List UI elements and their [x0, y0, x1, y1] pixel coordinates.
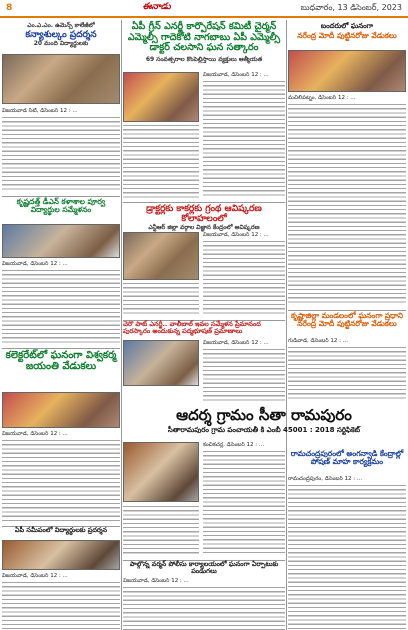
article-body-cont	[123, 283, 199, 316]
article-body: విజయవాడ, డిసెంబర్ 12 : ...	[2, 431, 120, 521]
article-body: విజయవాడ, డిసెంబర్ 12 : ...	[2, 573, 120, 629]
news-photo	[288, 50, 406, 92]
story-headline: కృష్ణదత్త్ డీఎన్ కళాశాల పూర్వ విద్యార్థుల సమ్మేళనం	[16, 197, 106, 215]
article-body: రామచంద్రపురం, డిసెంబర్ 12 : ...	[288, 476, 406, 630]
story-kicker: బందరులో ఘనంగా	[320, 22, 374, 30]
story-headline: కృష్ణాజిల్లా మండలంలో ఘనంగా ప్రధాని నరేంద్ర మోదీ పుట్టినరోజు వేడుకలు	[290, 311, 403, 329]
story-headline: కన్యాశుల్కం ప్రదర్శన	[25, 30, 97, 40]
story-kicker: ఎన్టీఆర్ జిల్లా వర్గాల విజ్ఞాన కేంద్రంలో ఆవిష్కరణ	[148, 224, 260, 232]
article-body-cont	[123, 125, 199, 198]
news-photo	[123, 340, 199, 386]
story-headline: డ్రాక్టర్లకు కాకర్లకు గ్రంథ ఆవిష్కరణ కోలాహలంలో	[146, 204, 262, 225]
article-body: విజయవాడ, డిసెంబర్ 12 : ...	[203, 232, 285, 316]
story-headline: నరేంద్ర మోదీ పుట్టినరోజు వేడుకలు	[297, 31, 397, 40]
news-photo	[123, 442, 199, 502]
column-divider	[121, 20, 122, 630]
article-body-cont	[123, 506, 199, 556]
story-kicker: ఎం.ఎ.ఎం. ఉమెన్స్ కాలేజీలో	[27, 22, 95, 29]
story-kicker: 69 సంవత్సరాల కొంపెల్లిస్తాయి వ్యక్తులు ఆత్మీయత	[145, 55, 263, 63]
news-photo	[123, 72, 199, 122]
story-headline: చెరొ పాట్ ఎనర్జీ.. వాలీబాల్ ఇవల సమ్మేళన ప్రేమానంద పురస్కారం అందుకున్న పద్మభూషణ్ ప్రమాణాలు	[123, 320, 261, 336]
center-column	[123, 20, 285, 630]
left-column	[2, 20, 120, 630]
story-headline: ఏపీ సమీపంలో విద్యార్థులకు ప్రదర్శన	[14, 526, 108, 534]
column-divider	[286, 20, 287, 630]
news-photo	[2, 392, 120, 428]
story-subhead: 20 మంది విద్యార్థులకు	[33, 40, 89, 48]
feature-subhead: సీతారామపురం గ్రామ పంచాయతీ కి ఎంబీ 45001 : 2018 సర్టిఫికెట్	[167, 426, 361, 434]
story-headline: కలెక్టరేట్‌లో ఘనంగా విశ్వకర్మ జయంతి వేడుకలు	[5, 350, 117, 373]
article-body: విజయవాడ, డిసెంబర్ 12 : ...	[2, 261, 120, 343]
news-photo	[123, 232, 199, 280]
issue-date: బుధవారం, 13 డిసెంబర్, 2023	[300, 2, 402, 12]
masthead	[0, 0, 408, 18]
article-body: విజయవాడ సిటీ, డిసెంబర్ 12 : ...	[2, 108, 120, 192]
article-body: మచిలీపట్నం, డిసెంబర్ 12 : ...	[288, 95, 406, 305]
article-body: విజయవాడ, డిసెంబర్ 12 : ...	[203, 72, 285, 198]
news-photo	[2, 224, 120, 258]
news-photo	[2, 540, 120, 570]
paper-logo: ఈనాడు	[142, 2, 171, 12]
article-body: గుడివాడ, డిసెంబర్ 12 : ...	[288, 338, 406, 400]
story-headline: పాల్గొన్న వర్మన్ పోలీసు కార్యాలయంలో ఘనంగా ఏర్పాటుకు పండుగలు	[129, 560, 279, 576]
right-column	[288, 20, 406, 630]
article-body: విజయవాడ, డిసెంబర్ 12 : ...	[123, 578, 285, 630]
lead-headline: ఏపీ గ్రీన్ ఎనర్జీ కార్పొరేషన్ కమిటీ చైర్మన్ ఎమ్మెల్సీ గాదెకోటి నాగబాబు ఏపీ ఎమ్మెల్సీ డాక్టర్ చలసాని ఘన సత్కారం	[127, 21, 281, 54]
feature-headline: ఆదర్శ గ్రామం సీతా రామపురం	[176, 406, 352, 424]
article-body: విజయవాడ, డిసెంబర్ 12 : ...	[203, 340, 285, 402]
page-number: 8	[6, 3, 13, 13]
story-headline: రామచంద్రపురంలో అంగన్వాడి కేంద్రాల్లో పోషణ్ మాహ కార్యక్రమం	[290, 449, 404, 467]
article-body: కంచికచర్ల, డిసెంబర్ 12 : ...	[203, 442, 285, 556]
news-photo	[2, 54, 120, 104]
